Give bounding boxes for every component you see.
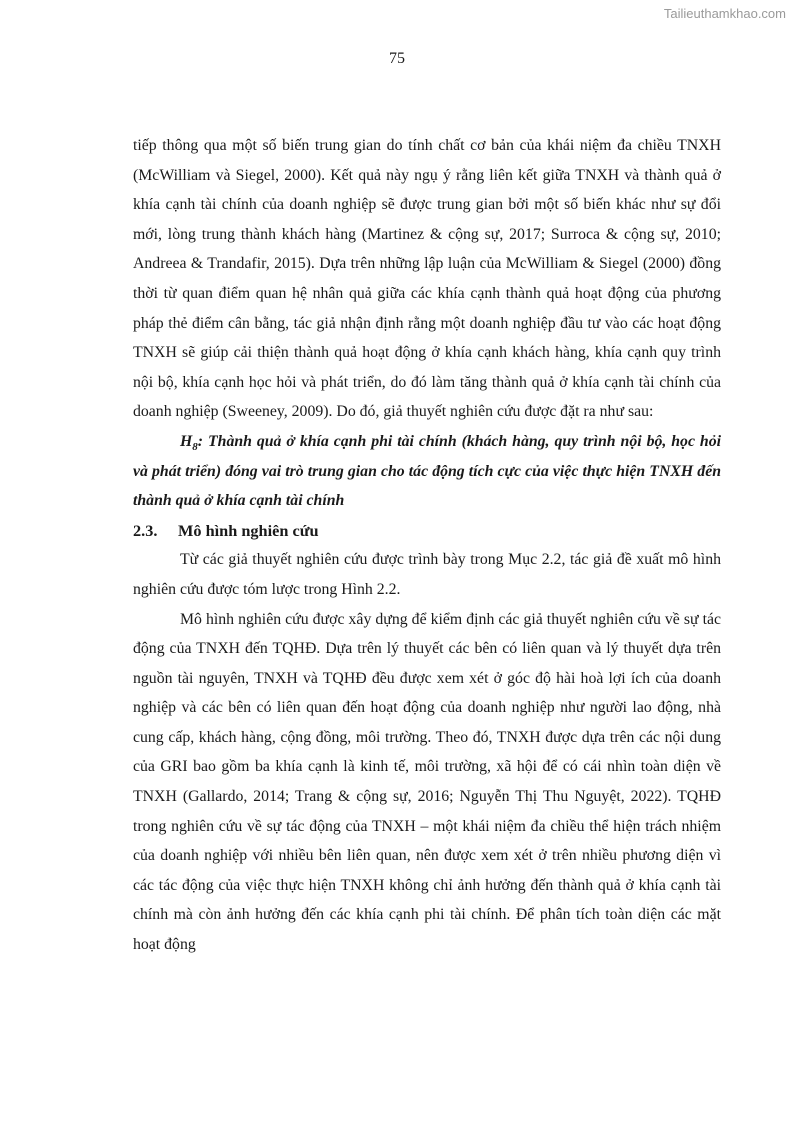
hypothesis-h8 [133,427,721,516]
section-title: Mô hình nghiên cứu [178,520,319,540]
paragraph-intro: Từ các giả thuyết nghiên cứu được trình bày trong Mục 2.2, tác giả đề xuất mô hình nghiên cứu được tóm lược trong Hình 2.2. [133,551,721,598]
page-number: 75 [389,50,405,67]
hypothesis-subscript: 8 [192,441,198,454]
watermark: Tailieuthamkhao.com [663,6,786,21]
hypothesis-label: H [180,432,193,450]
paragraph-model: Mô hình nghiên cứu được xây dựng để kiểm định các giả thuyết nghiên cứu về sự tác động của TNXH đến TQHĐ. Dựa trên lý thuyết các bên có liên quan và lý thuyết dựa trên nguồn tài nguyên, TNXH và TQHĐ đều được xem xét ở góc độ hài hoà lợi ích của doanh nghiệp và các bên có liên quan đến hoạt động của doanh nghiệp như người lao động, nhà cung cấp, khách hàng, cộng đồng, môi trường. Theo đó, TNXH được dựa trên các nội dung của GRI bao gồm ba khía cạnh là kinh tế, môi trường, xã hội để có cái nhìn toàn diện về TNXH (Gallardo, 2014; Trang & cộng sự, 2016; Nguyễn Thị Thu Nguyệt, 2022). TQHĐ trong nghiên cứu về sự tác động của TNXH – một khái niệm đa chiều thể hiện trách nhiệm của doanh nghiệp với nhiều bên liên quan, nên được xem xét ở trên nhiều phương diện vì các tác động của việc thực hiện TNXH không chỉ ảnh hưởng đến thành quả ở khía cạnh tài chính mà còn ảnh hưởng đến các khía cạnh phi tài chính. Để phân tích toàn diện các mặt hoạt động [133,610,721,954]
section-number: 2.3. [133,520,158,540]
document-body [133,131,721,960]
paragraph-continued: tiếp thông qua một số biến trung gian do tính chất cơ bản của khái niệm đa chiều TNXH (McWilliam và Siegel, 2000). Kết quả này ngụ ý rằng liên kết giữa TNXH và thành quả ở khía cạnh tài chính của doanh nghiệp sẽ được trung gian bởi một số biến khác như sự đổi mới, lòng trung thành khách hàng (Martinez & cộng sự, 2017; Surroca & cộng sự, 2010; Andreea & Trandafir, 2015). Dựa trên những lập luận của McWilliam & Siegel (2000) đồng thời từ quan điểm quan hệ nhân quả giữa các khía cạnh thành quả hoạt động của phương pháp thẻ điểm cân bằng, tác giả nhận định rằng một doanh nghiệp đầu tư vào các hoạt động TNXH sẽ giúp cải thiện thành quả hoạt động ở khía cạnh khách hàng, khía cạnh quy trình nội bộ, khía cạnh học hỏi và phát triển, do đó làm tăng thành quả ở khía cạnh tài chính của doanh nghiệp (Sweeney, 2009). Do đó, giả thuyết nghiên cứu được đặt ra như sau: [133,137,721,421]
section-heading [133,516,721,546]
hypothesis-text: : Thành quả ở khía cạnh phi tài chính (khách hàng, quy trình nội bộ, học hỏi và phát triển) đóng vai trò trung gian cho tác động tích cực của việc thực hiện TNXH đến thành quả ở khía cạnh tài chính [133,432,721,510]
